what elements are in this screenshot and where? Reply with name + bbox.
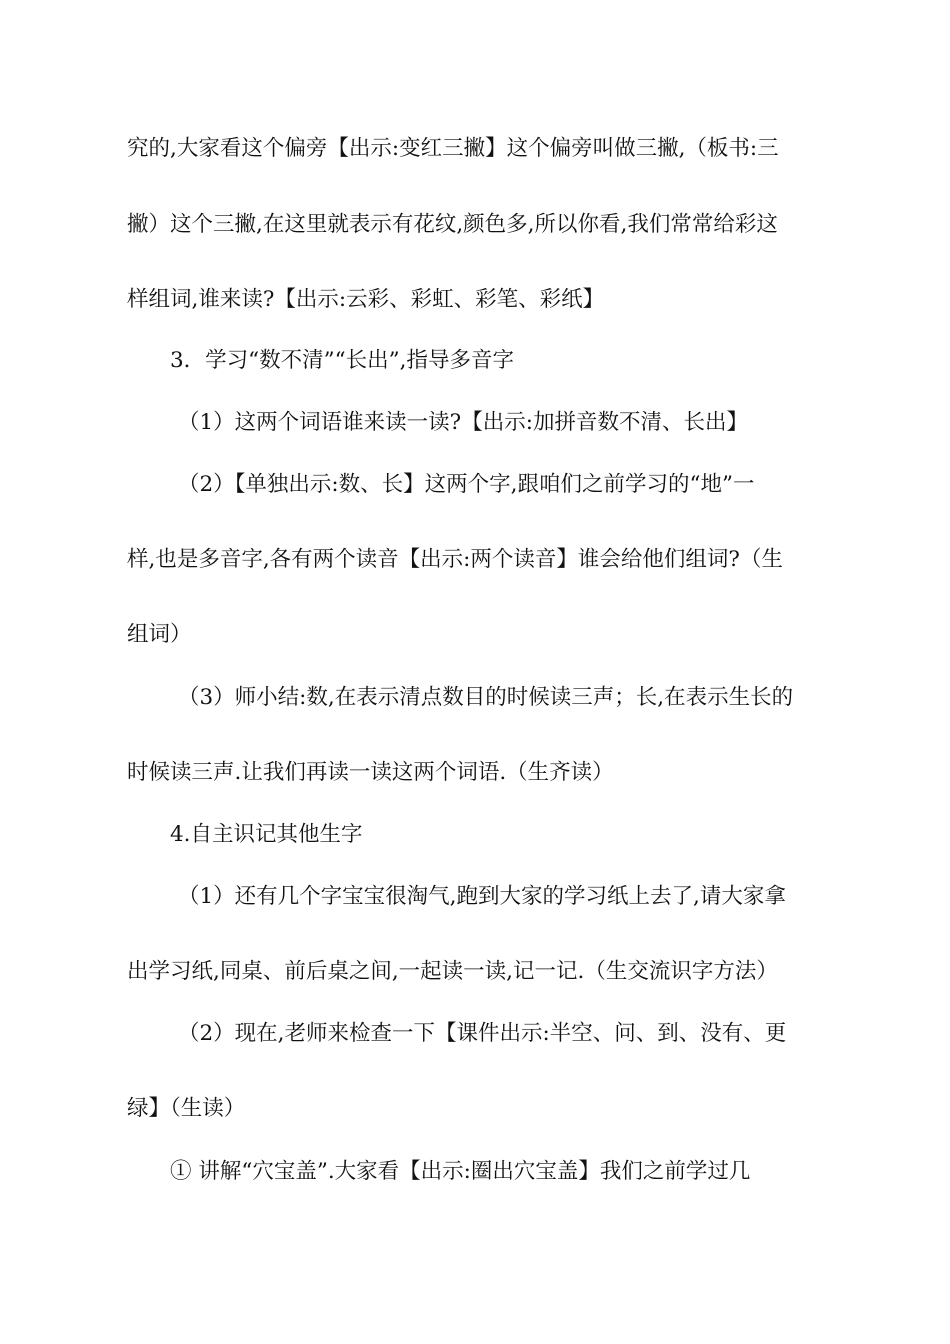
text-line: 绿】（生读）: [127, 1096, 246, 1121]
text-line: ① 讲解“穴宝盖”.大家看【出示:圈出穴宝盖】我们之前学过几: [170, 1159, 751, 1184]
text-line: 究的,大家看这个偏旁【出示:变红三撇】这个偏旁叫做三撇,（板书:三: [127, 136, 779, 161]
text-line: 样,也是多音字,各有两个读音【出示:两个读音】谁会给他们组词?（生: [127, 547, 783, 572]
section-heading: 4.自主识记其他生字: [170, 822, 363, 847]
text-line: （1）还有几个字宝宝很淘气,跑到大家的学习纸上去了,请大家拿: [178, 884, 786, 909]
text-line: （2）【单独出示:数、长】这两个字,跟咱们之前学习的“地”一: [178, 472, 755, 497]
text-line: 撇）这个三撇,在这里就表示有花纹,颜色多,所以你看,我们常常给彩这: [127, 212, 778, 237]
text-line: 时候读三声.让我们再读一读这两个词语.（生齐读）: [127, 760, 614, 785]
section-heading: 3．学习“数不清”“长出”,指导多音字: [170, 348, 514, 373]
text-line: 样组词,谁来读?【出示:云彩、彩虹、彩笔、彩纸】: [127, 287, 605, 312]
text-line: （2）现在,老师来检查一下【课件出示:半空、问、到、没有、更: [178, 1021, 787, 1046]
text-line: （1）这两个词语谁来读一读?【出示:加拼音数不清、长出】: [178, 410, 748, 435]
text-line: 出学习纸,同桌、前后桌之间,一起读一读,记一记.（生交流识字方法）: [127, 959, 778, 984]
text-line: 组词）: [127, 622, 192, 647]
text-line: （3）师小结:数,在表示清点数目的时候读三声；长,在表示生长的: [178, 685, 794, 710]
